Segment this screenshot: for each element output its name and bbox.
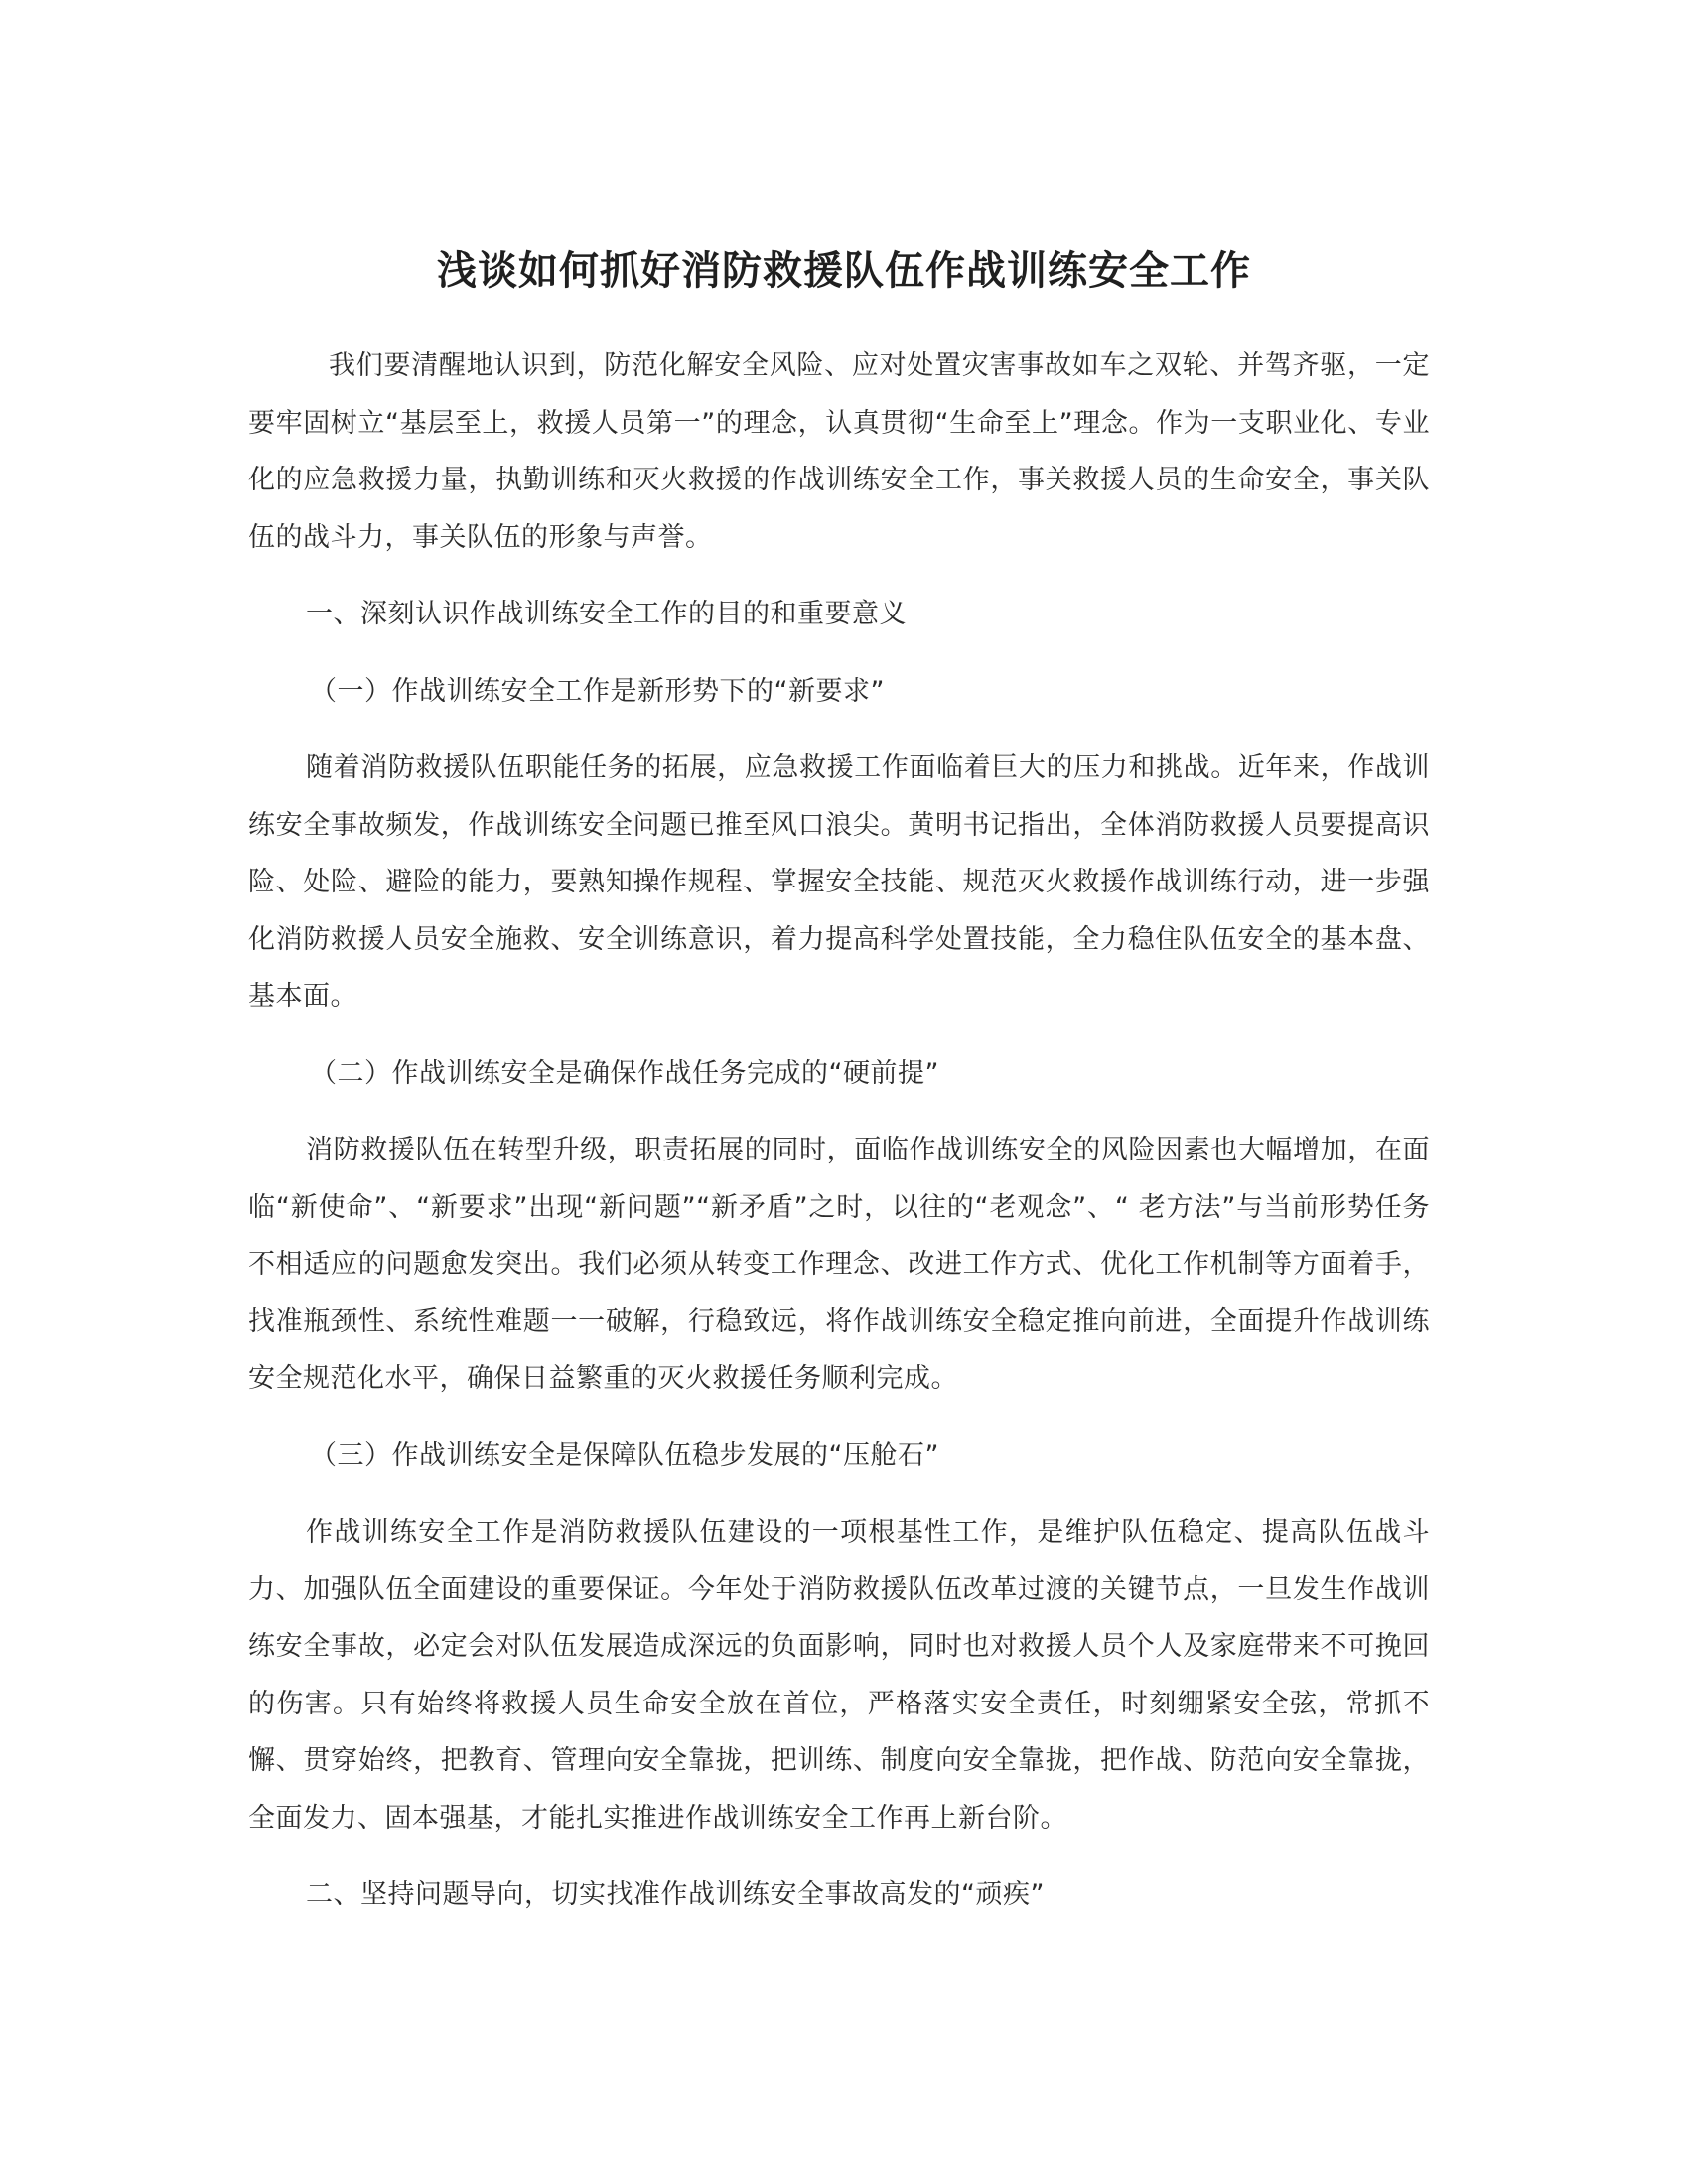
section-heading-2: 二、坚持问题导向，切实找准作战训练安全事故高发的“顽疾” [306, 1879, 1045, 1910]
document-title: 浅谈如何抓好消防救援队伍作战训练安全工作 [437, 247, 1251, 294]
intro-paragraph: 我们要清醒地认识到，防范化解安全风险、应对处置灾害事故如车之双轮、并驾齐驱，一定要牢固树立“基层至上，救援人员第一”的理念，认真贯彻“生命至上”理念。作为一支职业化、专业化的应急救援力量，执勤训练和灭火救援的作战训练安全工作，事关救援人员的生命安全，事关队伍的战斗力，事关队伍的形象与声誉。 [248, 350, 1430, 553]
body-paragraph-1-3: 作战训练安全工作是消防救援队伍建设的一项根基性工作，是维护队伍稳定、提高队伍战斗力、加强队伍全面建设的重要保证。今年处于消防救援队伍改革过渡的关键节点，一旦发生作战训练安全事故，必定会对队伍发展造成深远的负面影响，同时也对救援人员个人及家庭带来不可挽回的伤害。只有始终将救援人员生命安全放在首位，严格落实安全责任，时刻绷紧安全弦，常抓不懈、贯穿始终，把教育、管理向安全靠拢，把训练、制度向安全靠拢，把作战、防范向安全靠拢，全面发力、固本强基，才能扎实推进作战训练安全工作再上新台阶。 [248, 1517, 1430, 1834]
subsection-heading-1-2: （二）作战训练安全是确保作战任务完成的“硬前提” [310, 1057, 939, 1089]
body-paragraph-1-1: 随着消防救援队伍职能任务的拓展，应急救援工作面临着巨大的压力和挑战。近年来，作战训练安全事故频发，作战训练安全问题已推至风口浪尖。黄明书记指出，全体消防救援人员要提高识险、处险、避险的能力，要熟知操作规程、掌握安全技能、规范灭火救援作战训练行动，进一步强化消防救援人员安全施救、安全训练意识，着力提高科学处置技能，全力稳住队伍安全的基本盘、基本面。 [248, 752, 1430, 1012]
document-body [248, 338, 1430, 1924]
subsection-heading-1-3: （三）作战训练安全是保障队伍稳步发展的“压舱石” [310, 1439, 939, 1471]
subsection-heading-1-1: （一）作战训练安全工作是新形势下的“新要求” [310, 675, 885, 707]
body-paragraph-1-2: 消防救援队伍在转型升级，职责拓展的同时，面临作战训练安全的风险因素也大幅增加，在面临“新使命”、“新要求”出现“新问题”“新矛盾”之时，以往的“老观念”、“ 老方法”与当前形势任务不相适应的问题愈发突出。我们必须从转变工作理念、改进工作方式、优化工作机制等方面着手，找准瓶颈性、系统性难题一一破解，行稳致远，将作战训练安全稳定推向前进，全面提升作战训练安全规范化水平，确保日益繁重的灭火救援任务顺利完成。 [248, 1135, 1430, 1394]
section-heading-1: 一、深刻认识作战训练安全工作的目的和重要意义 [306, 599, 907, 629]
